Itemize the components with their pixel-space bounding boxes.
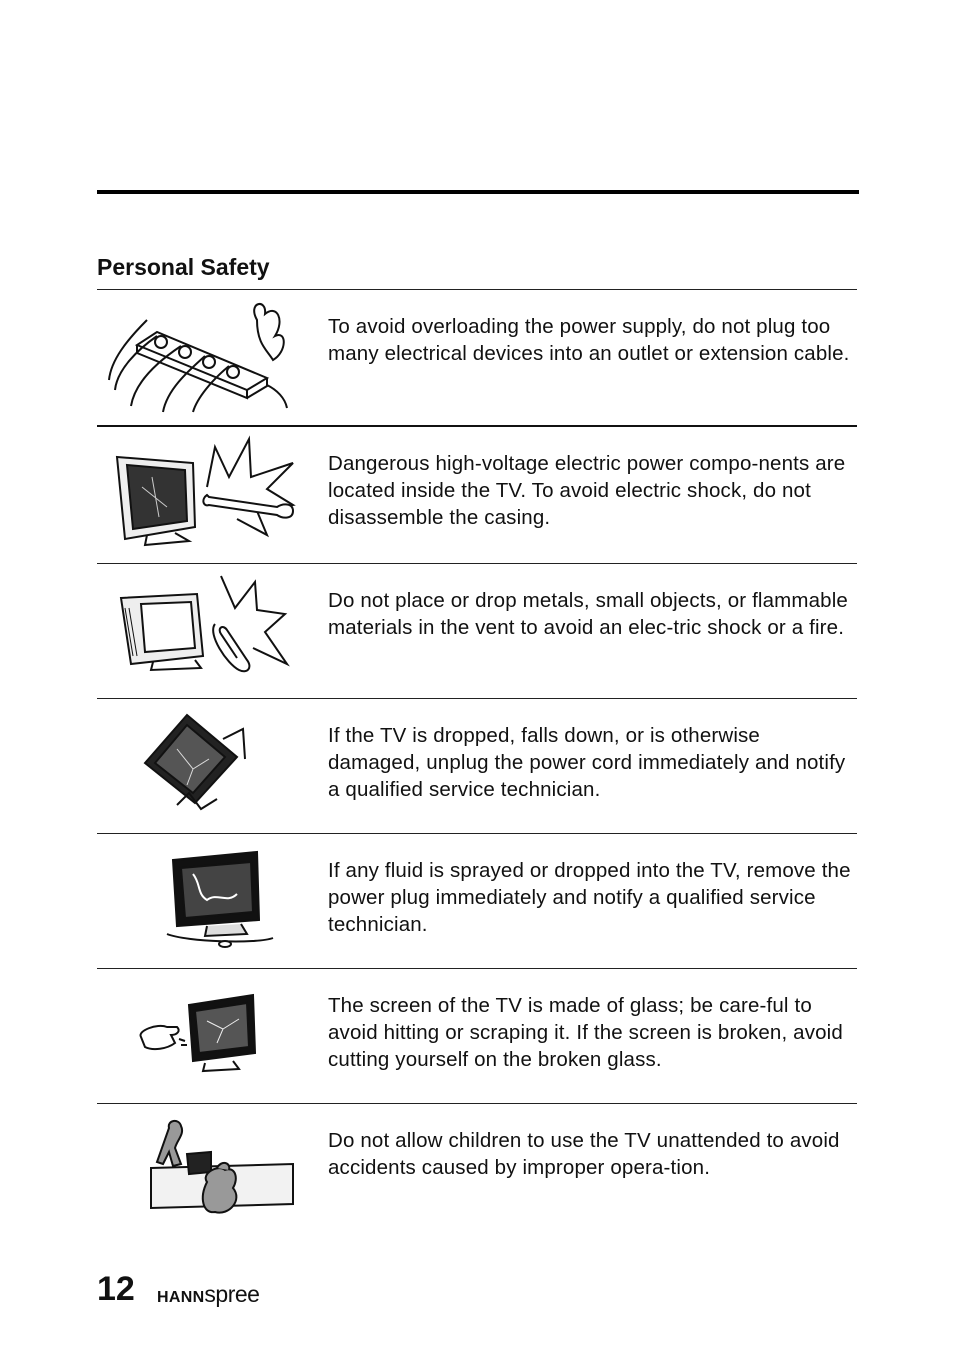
brand-logo — [157, 1281, 259, 1308]
safety-item — [97, 833, 857, 968]
tv-glass-hit-icon — [97, 969, 328, 1103]
brand-regular: spree — [204, 1281, 260, 1307]
item-text: The screen of the TV is made of glass; be care-ful to avoid hitting or scraping it. If the screen is broken, avoid cutting yourself on the broken glass. — [328, 994, 843, 1072]
safety-item — [97, 563, 857, 698]
header-rule — [97, 190, 859, 194]
item-text: If any fluid is sprayed or dropped into the TV, remove the power plug immediately and notify a qualified service technician. — [328, 859, 851, 937]
page-number: 12 — [97, 1270, 135, 1308]
safety-item — [97, 968, 857, 1103]
item-text: If the TV is dropped, falls down, or is otherwise damaged, unplug the power cord immediately and notify a qualified service technician. — [328, 724, 846, 802]
power-strip-overload-icon — [97, 290, 328, 425]
safety-item — [97, 698, 857, 833]
safety-item — [97, 1103, 857, 1238]
section-title: Personal Safety — [97, 254, 270, 280]
item-text: Do not allow children to use the TV unattended to avoid accidents caused by improper opera-tion. — [328, 1129, 840, 1180]
tv-dropped-icon — [97, 699, 328, 833]
item-text: Do not place or drop metals, small objects, or flammable materials in the vent to avoid an elec-tric shock or a fire. — [328, 589, 848, 640]
safety-item — [97, 289, 857, 425]
safety-item — [97, 425, 857, 563]
safety-list — [97, 289, 857, 1238]
tv-wrench-icon — [97, 427, 328, 563]
tv-paperclip-icon — [97, 564, 328, 698]
tv-fluid-icon — [97, 834, 328, 968]
brand-bold: HANN — [157, 1289, 205, 1306]
item-text: To avoid overloading the power supply, do not plug too many electrical devices into an outlet or extension cable. — [328, 315, 850, 366]
children-tv-icon — [97, 1104, 328, 1238]
item-text: Dangerous high-voltage electric power compo-nents are located inside the TV. To avoid electric shock, do not disassemble the casing. — [328, 452, 846, 530]
